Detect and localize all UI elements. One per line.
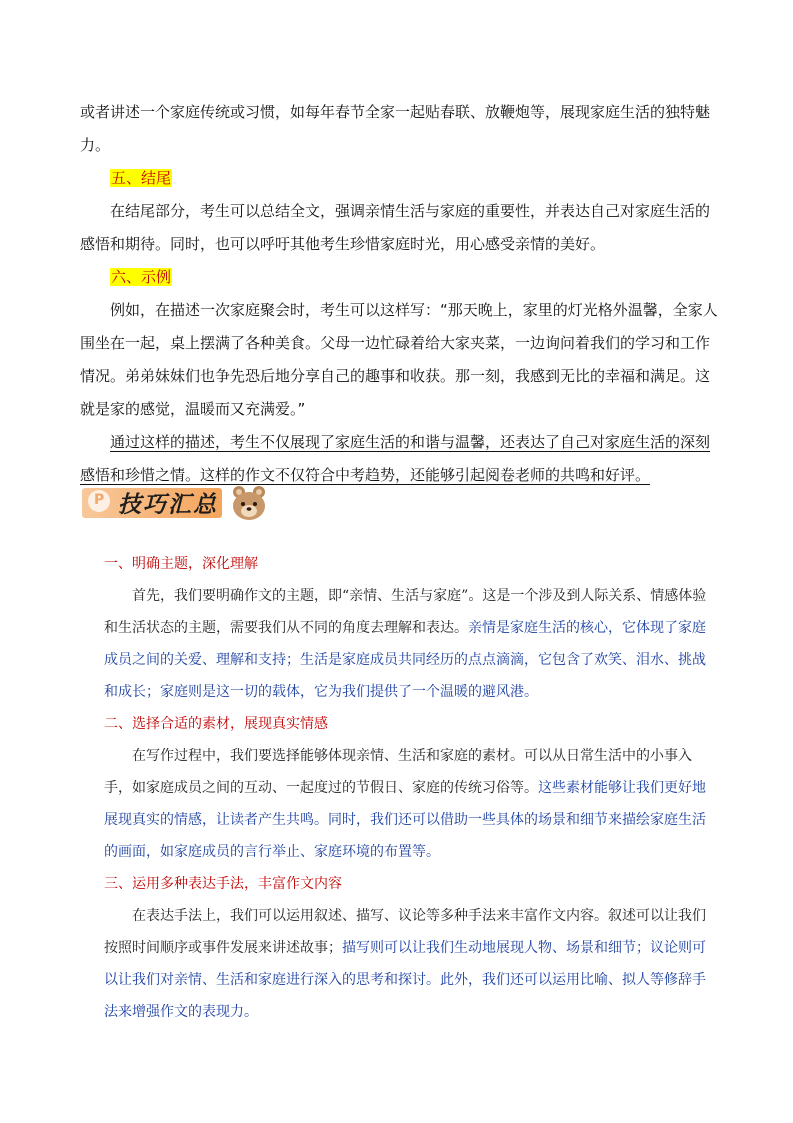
tip-paragraph-3: 在表达手法上，我们可以运用叙述、描写、议论等多种手法来丰富作文内容。叙述可以让我们按照时间顺序或事件发展来讲述故事；描写则可以让我们生动地展现人物、场景和细节；议论则可以让我们对亲情、生活和家庭进行深入的思考和探讨。此外，我们还可以运用比喻、拟人等修辞手法来增强作文的表现力。 [104,908,706,1020]
tip-heading-1: 一、明确主题，深化理解 [104,556,258,572]
tips-banner [82,482,282,522]
tip-heading-2: 二、选择合适的素材，展现真实情感 [104,716,328,732]
heading-ending: 五、结尾 [111,169,172,187]
logo-icon [88,490,110,512]
banner-title: 技巧汇总 [118,492,218,518]
tradition-paragraph: 或者讲述一个家庭传统或习惯，如每年春节全家一起贴春联、放鞭炮等，展现家庭生活的独特魅力。 [80,103,711,154]
top-section [80,96,720,492]
tip-paragraph-1: 首先，我们要明确作文的主题，即“亲情、生活与家庭”。这是一个涉及到人际关系、情感体验和生活状态的主题，需要我们从不同的角度去理解和表达。亲情是家庭生活的核心，它体现了家庭成员之间的关爱、理解和支持；生活是家庭成员共同经历的点点滴滴，它包含了欢笑、泪水、挑战和成长；家庭则是这一切的载体，它为我们提供了一个温暖的避风港。 [104,588,707,700]
tip-paragraph-2: 在写作过程中，我们要选择能够体现亲情、生活和家庭的素材。可以从日常生活中的小事入手，如家庭成员之间的互动、一起度过的节假日、家庭的传统习俗等。这些素材能够让我们更好地展现真实的情感，让读者产生共鸣。同时，我们还可以借助一些具体的场景和细节来描绘家庭生活的画面，如家庭成员的言行举止、家庭环境的布置等。 [104,748,706,860]
tips-section [104,548,714,1028]
tip-heading-3: 三、运用多种表达手法，丰富作文内容 [104,876,342,892]
summary-paragraph: 通过这样的描述，考生不仅展现了家庭生活的和谐与温馨，还表达了自己对家庭生活的深刻感悟和珍惜之情。这样的作文不仅符合中考趋势，还能够引起阅卷老师的共鸣和好评。 [80,433,711,484]
example-paragraph: 例如，在描述一次家庭聚会时，考生可以这样写：“那天晚上，家里的灯光格外温馨，全家人围坐在一起，桌上摆满了各种美食。父母一边忙碌着给大家夹菜，一边询问着我们的学习和工作情况。弟弟妹妹们也争先恐后地分享自己的趣事和收获。那一刻，我感到无比的幸福和满足。这就是家的感觉，温暖而又充满爱。” [80,301,718,418]
heading-example: 六、示例 [111,268,172,286]
bear-icon [227,482,271,522]
ending-paragraph: 在结尾部分，考生可以总结全文，强调亲情生活与家庭的重要性，并表达自己对家庭生活的感悟和期待。同时，也可以呼吁其他考生珍惜家庭时光，用心感受亲情的美好。 [80,202,711,253]
